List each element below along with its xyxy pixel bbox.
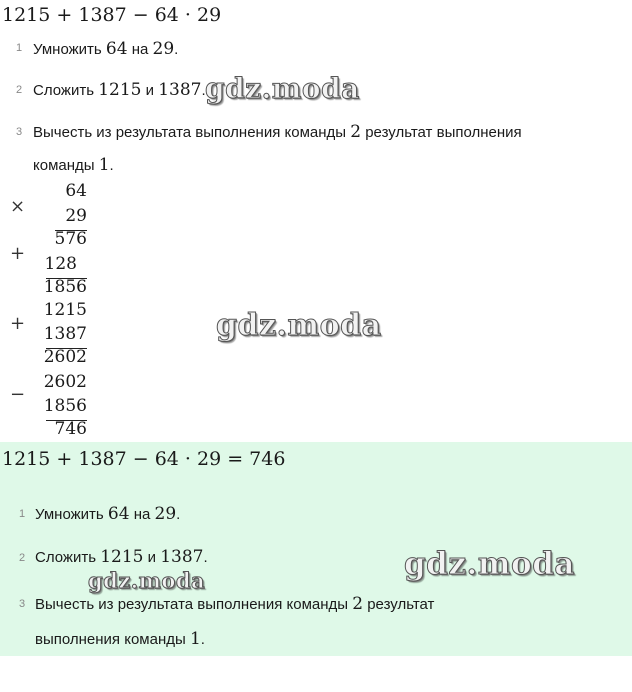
mult-operand-a: 64 [65, 181, 87, 201]
answer-step-3-number: 3 [19, 598, 26, 610]
add-operand-a: 1215 [43, 300, 87, 320]
task-expression: 1215 + 1387 − 64 · 29 [2, 4, 222, 26]
partial-product-2: 128 [44, 254, 77, 274]
step-3-text-line1: Вычесть из результата выполнения команды 2 результат выполнения [33, 122, 522, 142]
watermark-logo: gdz.moda [404, 546, 575, 582]
product-result: 1856 [43, 277, 87, 297]
answer-expression: 1215 + 1387 − 64 · 29 = 746 [2, 448, 286, 470]
step-2-text: Сложить 1215 и 1387. [33, 80, 206, 100]
multiply-sign: × [10, 196, 26, 217]
watermark-logo: gdz.moda [216, 308, 382, 343]
answer-step-1-number: 1 [19, 508, 26, 520]
watermark-logo: gdz.moda [205, 72, 360, 105]
partial-plus-sign: + [10, 243, 26, 264]
add-operand-b: 1387 [43, 324, 87, 344]
step-2-number: 2 [16, 84, 23, 96]
minus-sign: − [10, 384, 26, 405]
answer-step-2-number: 2 [19, 552, 26, 564]
sub-operand-a: 2602 [43, 372, 87, 392]
add-sum: 2602 [43, 347, 87, 367]
answer-step-1-text: Умножить 64 на 29. [35, 504, 181, 524]
answer-step-2-text: Сложить 1215 и 1387. [35, 547, 208, 567]
add-plus-sign: + [10, 313, 26, 334]
step-1-text: Умножить 64 на 29. [33, 39, 179, 59]
sub-operand-b: 1856 [43, 396, 87, 416]
step-1-number: 1 [16, 42, 23, 54]
step-3-text-line2: команды 1. [33, 155, 114, 175]
mult-operand-b: 29 [65, 206, 87, 226]
watermark-logo: gdz.moda [88, 568, 206, 593]
step-3-number: 3 [16, 126, 23, 138]
partial-product-1: 576 [54, 229, 87, 249]
sub-difference: 746 [54, 419, 87, 439]
answer-step-3-text-line1: Вычесть из результата выполнения команды 2 результат [35, 594, 435, 614]
answer-step-3-text-line2: выполнения команды 1. [35, 629, 205, 649]
